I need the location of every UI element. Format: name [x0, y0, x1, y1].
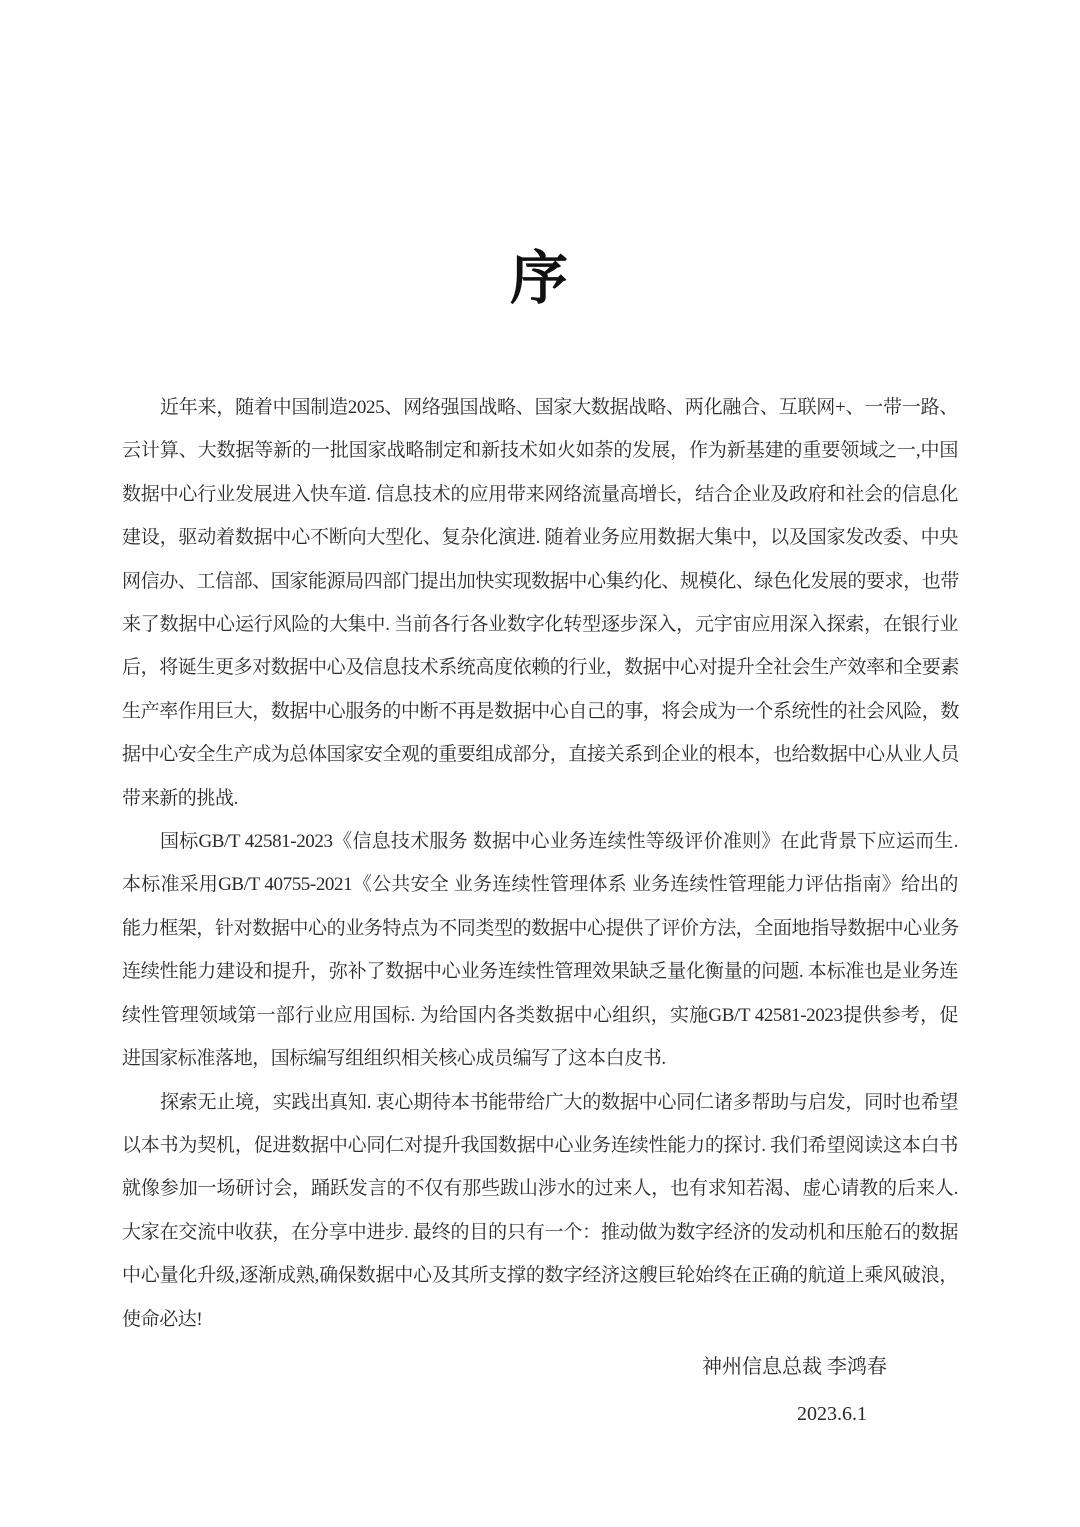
paragraph	[122, 386, 958, 820]
text-line: 网信办、工信部、国家能源局四部门提出加快实现数据中心集约化、规模化、绿色化发展的要求，也带	[122, 570, 960, 592]
text-line: 云计算、大数据等新的一批国家战略制定和新技术如火如荼的发展，作为新基建的重要领域之一,中国	[122, 440, 958, 462]
text-line: 近年来，随着中国制造2025、网络强国战略、国家大数据战略、两化融合、互联网+、一带一路、	[160, 397, 958, 418]
text-line: 本标准采用GB/T 40755-2021《公共安全 业务连续性管理体系 业务连续性管理能力评估指南》给出的	[122, 874, 958, 896]
text-line: 生产率作用巨大，数据中心服务的中断不再是数据中心自己的事，将会成为一个系统性的社会风险，数	[122, 700, 960, 722]
paragraph	[122, 820, 958, 1080]
signature: 神州信息总裁 李鸿春	[702, 1355, 887, 1378]
text-line: 后，将诞生更多对数据中心及信息技术系统高度依赖的行业，数据中心对提升全社会生产效率和全要素	[122, 657, 960, 679]
text-line: 探索无止境，实践出真知. 衷心期待本书能带给广大的数据中心同仁诸多帮助与启发，同时也希望	[160, 1091, 958, 1113]
text-line: 据中心安全生产成为总体国家安全观的重要组成部分，直接关系到企业的根本，也给数据中心从业人员	[122, 744, 960, 766]
paragraph	[122, 1081, 958, 1341]
text-line: 带来新的挑战.	[122, 787, 238, 809]
text-line: 中心量化升级,逐渐成熟,确保数据中心及其所支撑的数字经济这艘巨轮始终在正确的航道上乘风破浪，	[122, 1265, 958, 1287]
text-line: 建设，驱动着数据中心不断向大型化、复杂化演进. 随着业务应用数据大集中，以及国家发改委、中央	[122, 527, 958, 549]
text-line: 使命必达!	[122, 1308, 203, 1330]
text-line: 就像参加一场研讨会，踊跃发言的不仅有那些跋山涉水的过来人，也有求知若渴、虚心请教的后来人.	[122, 1178, 958, 1200]
date: 2023.6.1	[797, 1402, 867, 1425]
text-line: 连续性能力建设和提升，弥补了数据中心业务连续性管理效果缺乏量化衡量的问题. 本标准也是业务连	[122, 961, 958, 983]
text-line: 国标GB/T 42581-2023《信息技术服务 数据中心业务连续性等级评价准则》在此背景下应运而生.	[160, 831, 958, 853]
text-line: 进国家标准落地，国标编写组组织相关核心成员编写了这本白皮书.	[122, 1048, 666, 1070]
text-line: 数据中心行业发展进入快车道. 信息技术的应用带来网络流量高增长，结合企业及政府和社会的信息化	[122, 483, 958, 505]
text-line: 以本书为契机，促进数据中心同仁对提升我国数据中心业务连续性能力的探讨. 我们希望阅读这本白书	[122, 1134, 958, 1156]
text-line: 续性管理领域第一部行业应用国标. 为给国内各类数据中心组织，实施GB/T 42581-2023提供参考，促	[122, 1004, 958, 1026]
page-title: 序	[509, 246, 570, 311]
text-line: 能力框架，针对数据中心的业务特点为不同类型的数据中心提供了评价方法，全面地指导数据中心业务	[122, 917, 960, 939]
text-line: 来了数据中心运行风险的大集中. 当前各行各业数字化转型逐步深入，元宇宙应用深入探索，在银行业	[122, 614, 958, 636]
text-line: 大家在交流中收获，在分享中进步. 最终的目的只有一个：推动做为数字经济的发动机和压舱石的数据	[122, 1221, 958, 1243]
preface-body	[122, 386, 958, 1341]
